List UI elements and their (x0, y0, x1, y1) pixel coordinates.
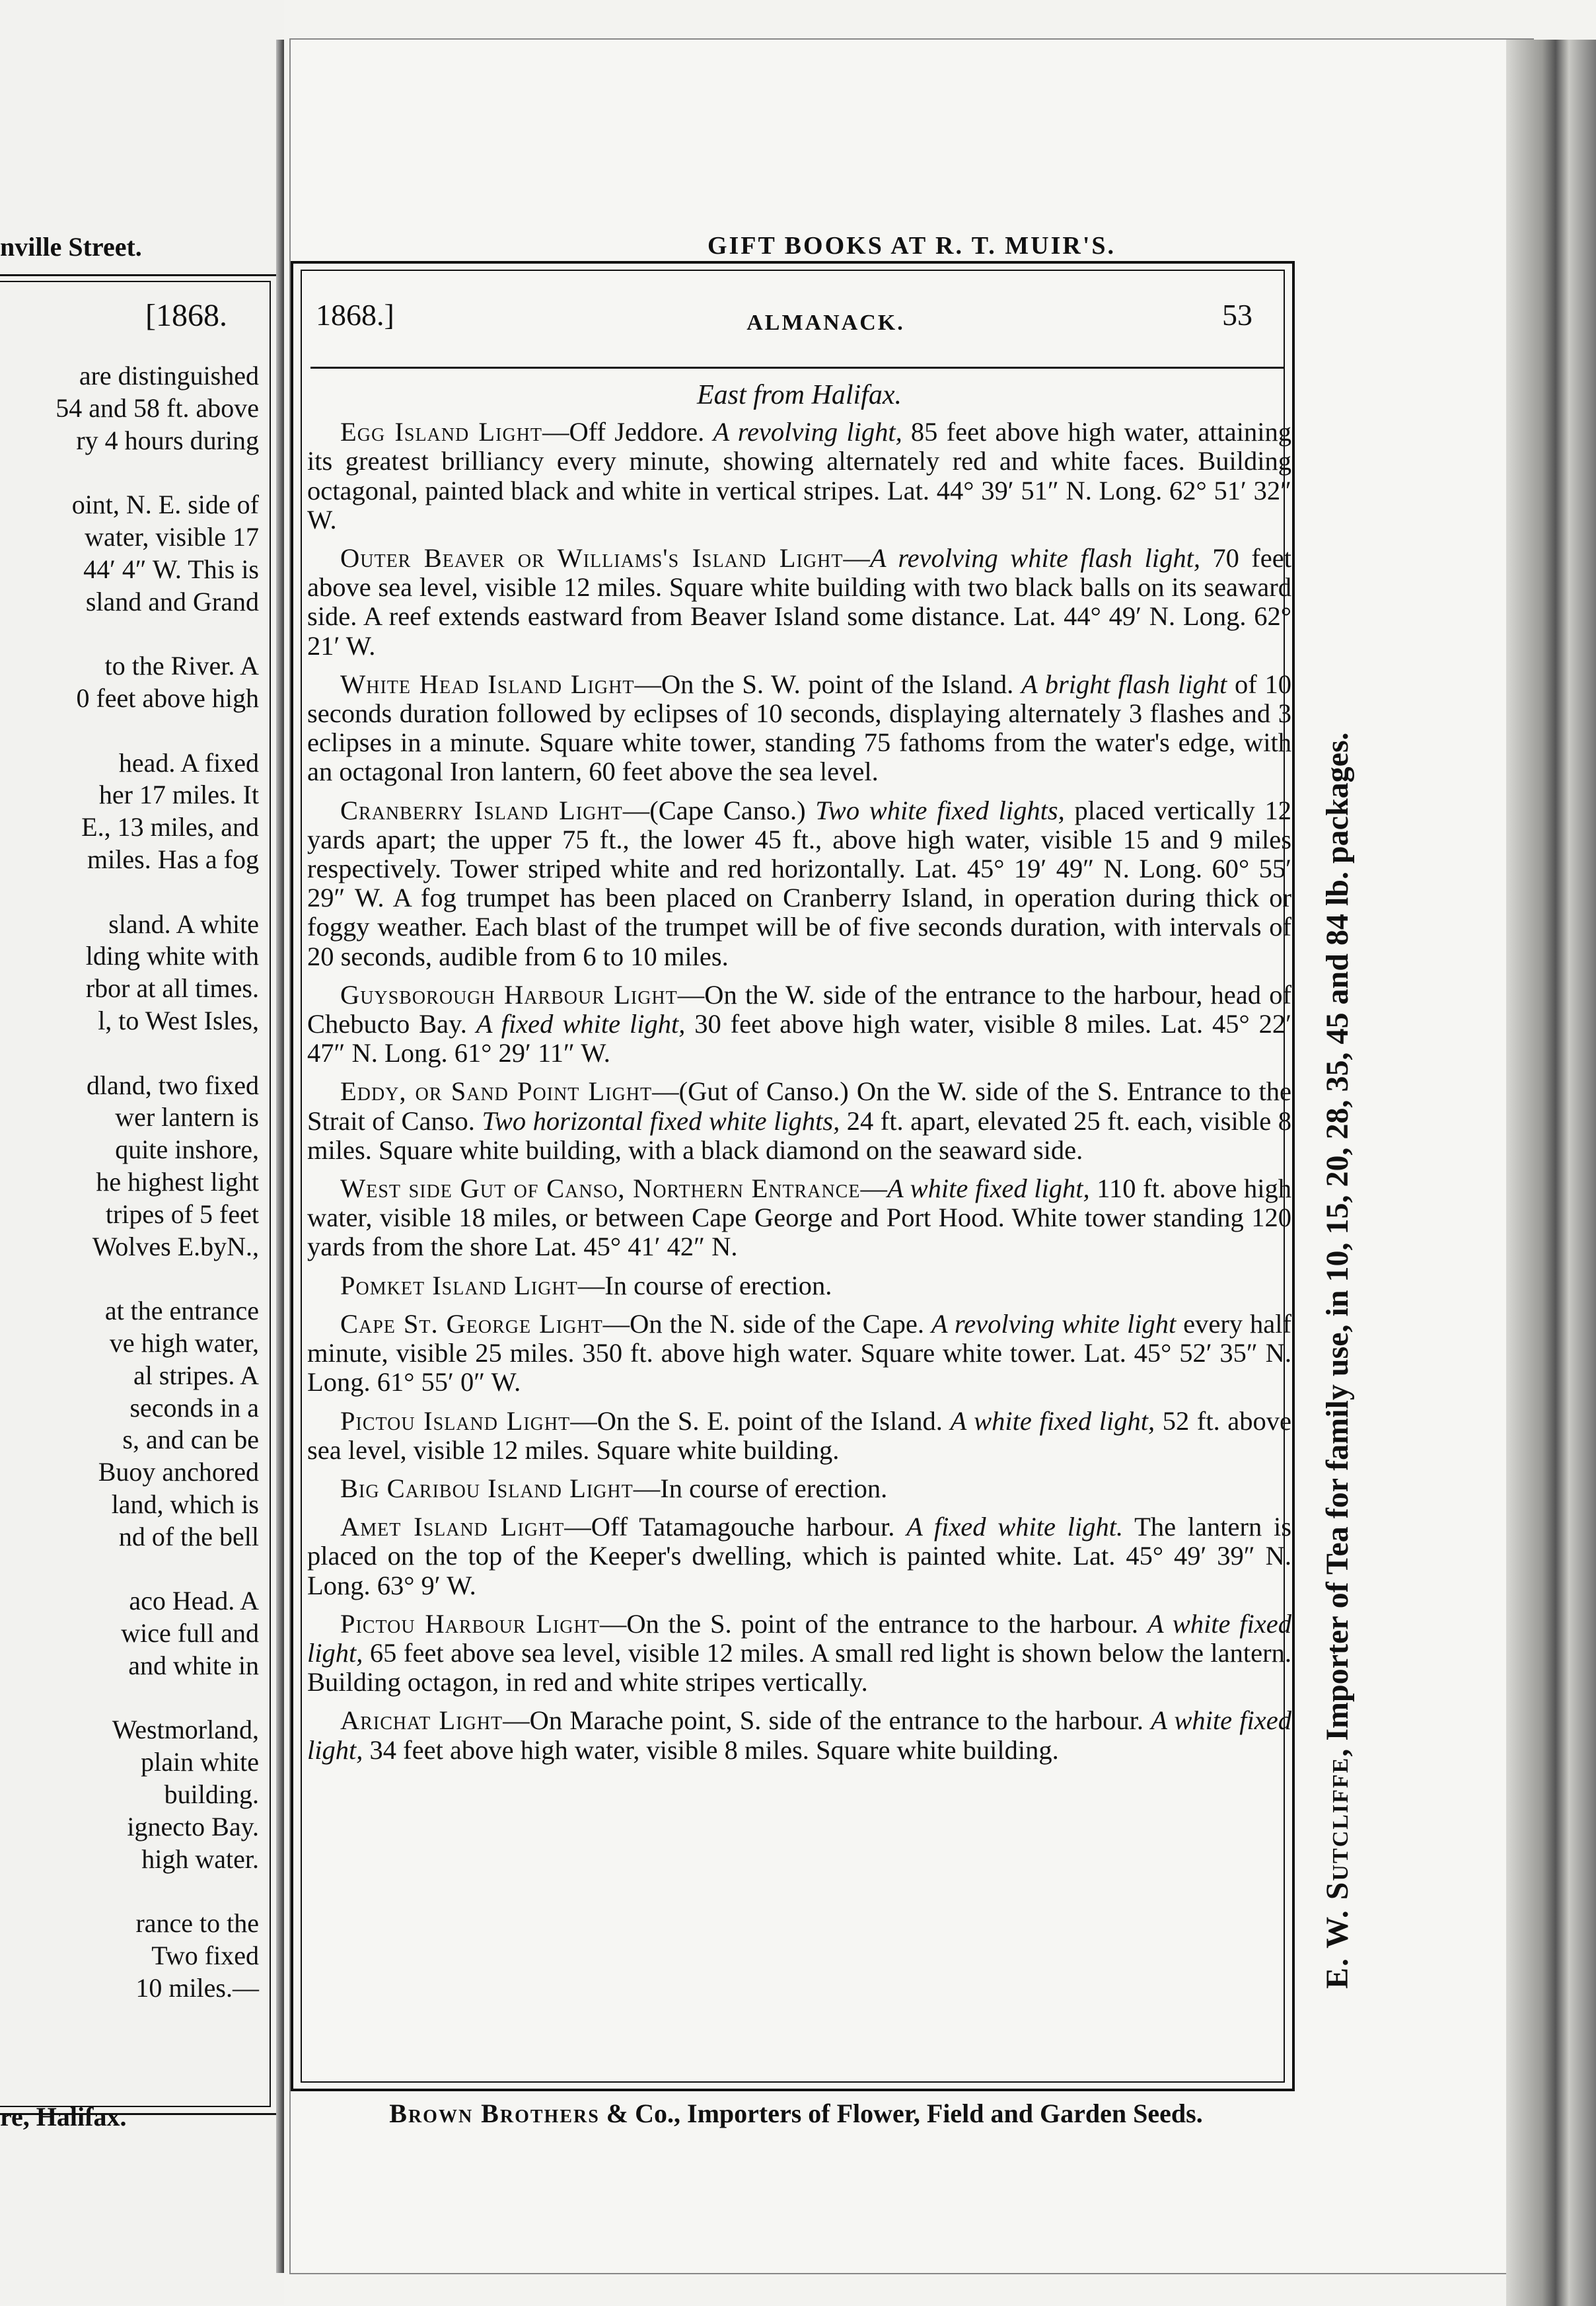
light-type: A white fixed light, (307, 1608, 1291, 1668)
left-text-line: 0 feet above high (76, 683, 259, 713)
light-name: Big Caribou Island Light (340, 1473, 634, 1503)
light-name: Cape St. George Light (340, 1308, 603, 1339)
left-text-line: high water. (141, 1843, 259, 1874)
entry-lead: — (860, 1173, 887, 1204)
left-page-text (0, 360, 259, 2005)
left-text-line: are distinguished (79, 361, 259, 391)
entry-lead: —In course of erection. (577, 1270, 832, 1300)
left-text-line: rbor at all times. (85, 973, 259, 1004)
light-name: Cranberry Island Light (340, 795, 623, 825)
left-text-line: Two fixed (151, 1941, 259, 1971)
light-name: West side Gut of Canso, Northern Entrance (340, 1173, 861, 1204)
lighthouse-entries (307, 418, 1291, 1765)
entry-lead: —On the W. side of the entrance to the harbour, head of Chebucto Bay. (307, 979, 1291, 1039)
almanack-body (307, 377, 1291, 1774)
entry-description: placed vertically 12 yards apart; the upper 75 ft., the lower 45 ft., above high water, visible 15 and 9 miles respectively. Tower striped white and red horizontally. Lat. 45° 19′ 49″ N. Long. 60° 55′ 29″ W. A fog trumpet has been placed on Cranberry Island, in operation during thick or foggy weather. Each blast of the trumpet will be of five seconds duration, with intervals of 20 seconds, audible from 6 to 10 miles. (307, 795, 1292, 971)
left-text-line (0, 876, 259, 909)
book-gutter (276, 40, 284, 2273)
left-text-line: ry 4 hours during (76, 425, 259, 455)
left-text-line: Westmorland, (112, 1715, 259, 1745)
left-text-line: lding white with (85, 941, 259, 971)
left-text-line (0, 457, 259, 489)
entry-description: 24 ft. apart, elevated 25 ft. each, visible 8 miles. Square white building, with a black diamond on the seaward side. (307, 1105, 1292, 1165)
entry-lead: —Off Tatamagouche harbour. (564, 1512, 907, 1542)
entry-description: every half minute, visible 25 miles. 350 ft. above high water. Square white tower. Lat. 45° 52′ 35″ N. Long. 61° 55′ 0″ W. (307, 1308, 1291, 1397)
light-type: Two horizontal fixed white lights, (482, 1105, 840, 1136)
left-text-line: ignecto Bay. (127, 1811, 259, 1841)
left-text-line: at the entrance (104, 1296, 259, 1326)
left-text-line: 10 miles.— (135, 1972, 259, 2003)
left-facing-page (0, 0, 284, 2305)
footer-advertisement (291, 2098, 1301, 2129)
entry-description: 70 feet above sea level, visible 12 miles. Square white building with two black balls on its seaward side. A reef extends eastward from Beaver Island some distance. Lat. 44° 49′ N. Long. 62° 21′ W. (307, 543, 1291, 661)
light-name: Guysborough Harbour Light (340, 979, 678, 1010)
left-text-line: oint, N. E. side of (71, 490, 259, 520)
left-text-line: seconds in a (129, 1392, 259, 1423)
lighthouse-entry (307, 1310, 1291, 1397)
left-text-line: aco Head. A (129, 1586, 259, 1616)
footer-ad-name: Brown Brothers (389, 2099, 600, 2128)
light-type: A fixed white light. (906, 1512, 1124, 1542)
left-text-line: quite inshore, (115, 1134, 259, 1165)
lighthouse-entry (307, 1512, 1291, 1600)
left-text-line: 44′ 4″ W. This is (83, 554, 259, 584)
light-name: Pomket Island Light (340, 1270, 578, 1300)
left-page-year: [1868. (145, 298, 227, 333)
left-text-line (0, 715, 259, 747)
entry-description: of 10 seconds duration followed by eclipses of 10 seconds, displaying alternately 3 flashes and 3 eclipses in a minute. Square white tower, standing 75 fathoms from the water's edge, with an octagonal Iron lantern, 60 feet above the sea level. (307, 669, 1291, 787)
entry-description: 34 feet above high water, visible 8 miles. Square white building. (363, 1734, 1059, 1765)
entry-lead: — (843, 543, 870, 574)
left-text-line (0, 1263, 259, 1295)
left-footer: re, Halifax. (0, 2102, 127, 2132)
entry-description: 110 ft. above high water, visible 18 miles, or between Cape George and Port Hood. White tower standing 120 yards from the shore Lat. 45° 41′ 42″ N. (307, 1173, 1291, 1262)
entry-description: 30 feet above high water, visible 8 miles. Lat. 45° 22′ 47″ N. Long. 61° 29′ 11″ W. (307, 1009, 1291, 1068)
left-text-line: sland and Grand (85, 586, 259, 616)
left-text-line: 54 and 58 ft. above (55, 392, 259, 423)
entry-description: 85 feet above high water, attaining its greatest brilliancy every minute, showing alternately red and white faces. Building octagonal, painted black and white in vertical stripes. Lat. 44° 39′ 51″ N. Long. 62° 51′ 32″ W. (307, 417, 1291, 535)
light-name: White Head Island Light (340, 669, 635, 699)
left-text-line: head. A fixed (118, 747, 259, 778)
entry-lead: —In course of erection. (633, 1473, 888, 1503)
entry-lead: —Off Jeddore. (542, 417, 713, 447)
entry-lead: —On the S. W. point of the Island. (634, 669, 1021, 699)
left-text-line (0, 1682, 259, 1715)
left-text-line: rance to the (135, 1908, 259, 1939)
left-text-line: tripes of 5 feet (105, 1199, 259, 1229)
page-year: 1868.] (316, 298, 394, 332)
light-name: Pictou Island Light (340, 1405, 571, 1436)
left-text-line: building. (164, 1779, 259, 1810)
side-ad-name: E. W. Sutcliffe (1320, 1756, 1355, 1989)
page-edge (1506, 40, 1596, 2306)
lighthouse-entry (307, 418, 1291, 535)
left-text-line: land, which is (111, 1489, 259, 1519)
left-text-line (0, 618, 259, 650)
lighthouse-entry (307, 1706, 1291, 1764)
entry-lead: —On the N. side of the Cape. (602, 1308, 931, 1339)
lighthouse-entry (307, 1474, 1291, 1503)
lighthouse-entry (307, 1077, 1291, 1165)
lighthouse-entry (307, 796, 1291, 971)
light-name: Egg Island Light (340, 417, 543, 447)
left-text-line: wice full and (121, 1618, 259, 1649)
entry-description: 65 feet above sea level, visible 12 miles. A small red light is shown below the lantern. Building octagon, in red and white stripes vertically. (307, 1637, 1291, 1697)
light-type: A revolving white light (931, 1308, 1177, 1339)
left-text-line: her 17 miles. It (98, 780, 259, 810)
light-type: A revolving light, (713, 417, 902, 447)
left-text-line: Wolves E.byN., (92, 1231, 259, 1261)
left-text-line: l, to West Isles, (98, 1005, 259, 1035)
entry-lead: —On the S. point of the entrance to the harbour. (599, 1608, 1147, 1639)
left-text-line: plain white (141, 1747, 259, 1777)
light-type: A bright flash light (1021, 669, 1227, 699)
side-ad-text: , Importer of Tea for family use, in 10, 15, 20, 28, 35, 45 and 84 lb. packages. (1320, 732, 1355, 1757)
light-type: A white fixed light, (887, 1173, 1090, 1204)
left-text-line (0, 1875, 259, 1908)
lighthouse-entry (307, 1271, 1291, 1300)
entry-description: 52 ft. above sea level, visible 12 miles. Square white building. (307, 1405, 1291, 1465)
footer-ad-text: & Co., Importers of Flower, Field and Garden Seeds. (599, 2099, 1203, 2128)
left-text-line: miles. Has a fog (87, 844, 259, 874)
light-type: A white fixed light, (307, 1705, 1291, 1765)
light-name: Outer Beaver or Williams's Island Light (340, 543, 844, 574)
left-text-line (0, 1037, 259, 1070)
lighthouse-entry (307, 544, 1291, 661)
left-text-line: Buoy anchored (98, 1457, 259, 1487)
entry-description: The lantern is placed on the top of the Keeper's dwelling, which is painted white. Lat. 45° 49′ 39″ N. Long. 63° 9′ W. (307, 1512, 1291, 1600)
header-rule (310, 367, 1285, 369)
left-text-line: nd of the bell (118, 1521, 259, 1551)
left-text-line: sland. A white (108, 909, 259, 939)
lighthouse-entry (307, 670, 1291, 787)
left-text-line: al stripes. A (133, 1360, 259, 1390)
light-type: A fixed white light, (476, 1009, 686, 1039)
light-type: Two white fixed lights, (815, 795, 1065, 825)
section-heading: East from Halifax. (697, 380, 902, 410)
entry-lead: —(Cape Canso.) (622, 795, 816, 825)
page-title: ALMANACK. (746, 311, 905, 335)
left-running-head: nville Street. (0, 232, 142, 262)
light-type: A revolving white flash light, (869, 543, 1200, 574)
side-advertisement (1311, 350, 1364, 1989)
entry-lead: —(Gut of Canso.) On the W. side of the S. Entrance to the Strait of Canso. (307, 1076, 1291, 1136)
lighthouse-entry (307, 1610, 1291, 1697)
light-name: Arichat Light (340, 1705, 503, 1736)
page-number: 53 (1222, 298, 1252, 332)
light-name: Eddy, or Sand Point Light (340, 1076, 653, 1107)
light-type: A white fixed light, (950, 1405, 1155, 1436)
left-text-line: dland, two fixed (86, 1070, 259, 1100)
light-name: Pictou Harbour Light (340, 1608, 600, 1639)
entry-lead: —On Marache point, S. side of the entrance to the harbour. (503, 1705, 1151, 1736)
left-text-line: he highest light (96, 1166, 259, 1197)
left-text-line: E., 13 miles, and (81, 812, 259, 842)
left-text-line: s, and can be (122, 1425, 259, 1455)
lighthouse-entry (307, 1174, 1291, 1262)
lighthouse-entry (307, 1407, 1291, 1465)
left-text-line: water, visible 17 (85, 521, 259, 552)
left-text-line: to the River. A (104, 651, 259, 681)
light-name: Amet Island Light (340, 1512, 565, 1542)
left-text-line (0, 1553, 259, 1585)
lighthouse-entry (307, 981, 1291, 1068)
left-text-line: wer lantern is (115, 1102, 259, 1133)
entry-lead: —On the S. E. point of the Island. (570, 1405, 951, 1436)
left-text-line: and white in (128, 1650, 259, 1680)
left-text-line: ve high water, (109, 1327, 259, 1358)
running-head: GIFT BOOKS AT R. T. MUIR'S. (707, 232, 1116, 260)
